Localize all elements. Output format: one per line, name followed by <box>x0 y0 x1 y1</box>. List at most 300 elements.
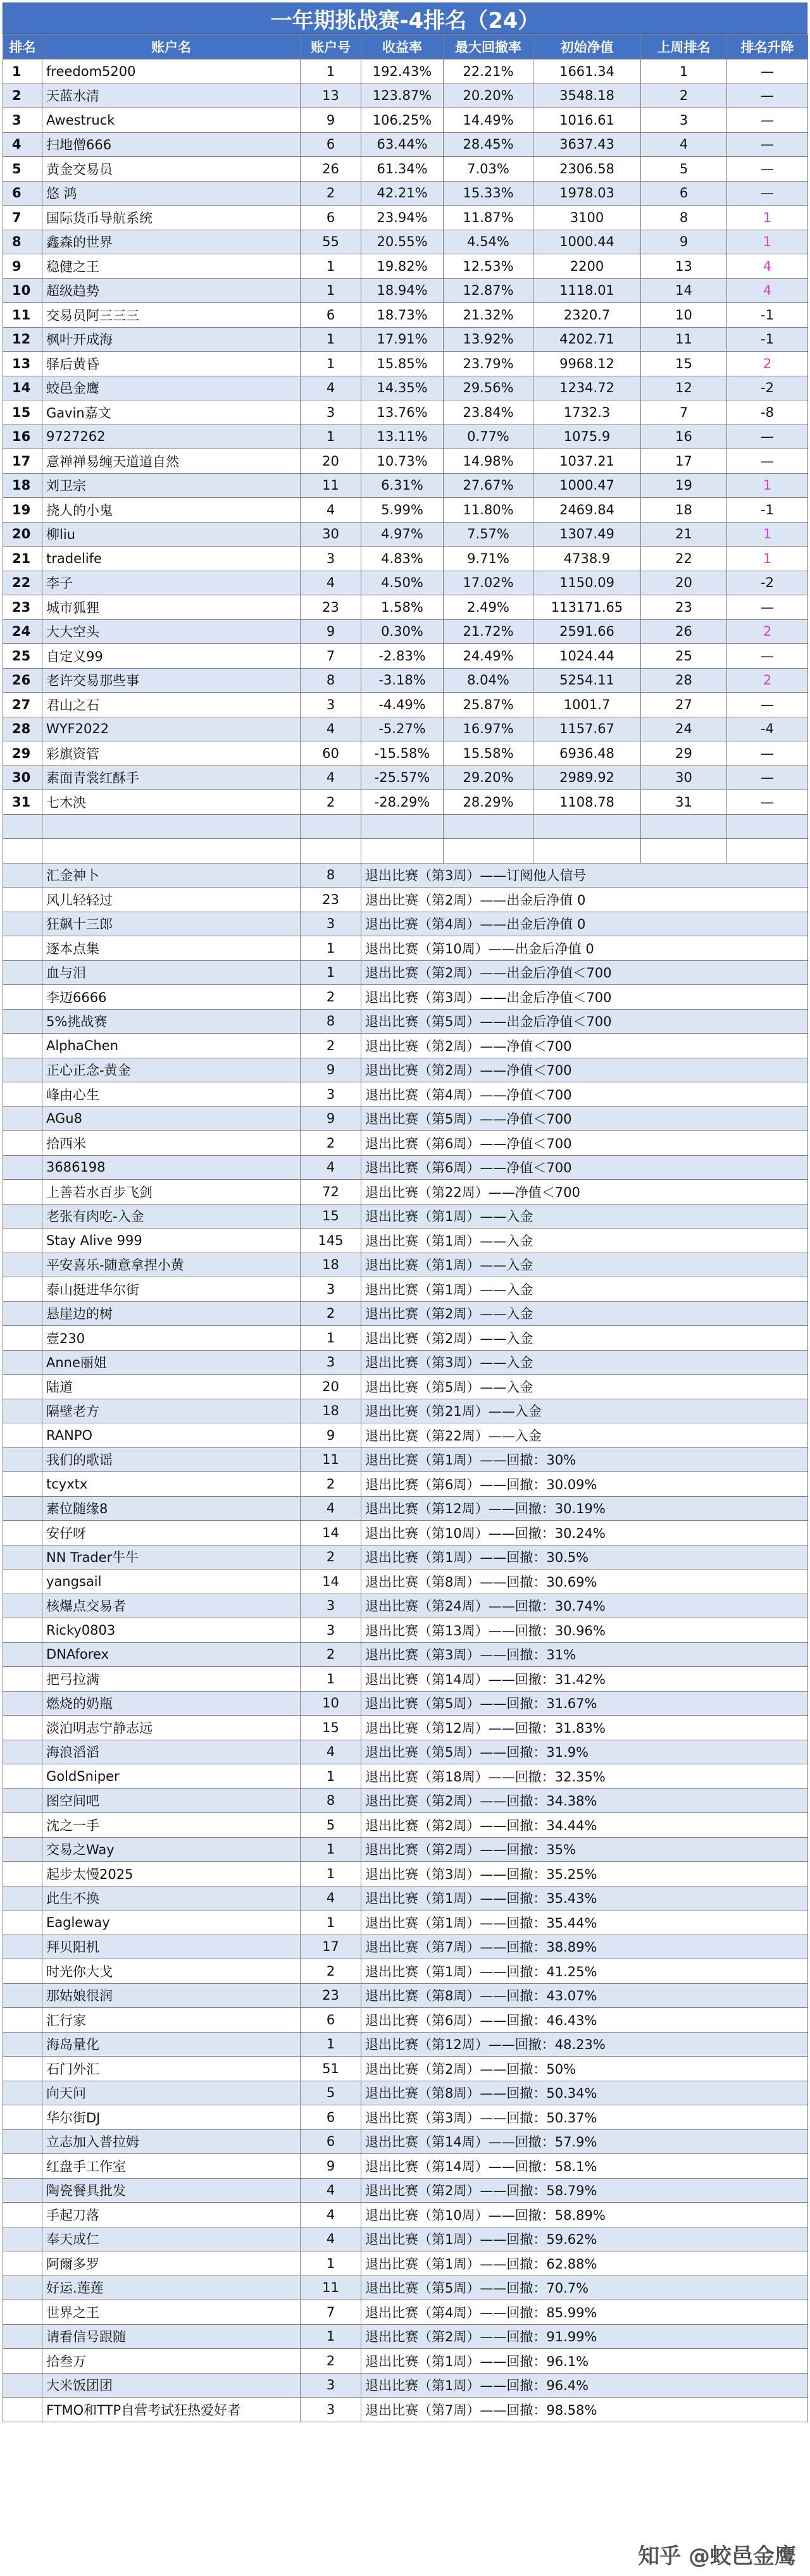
exit-blank-cell <box>3 1521 42 1545</box>
exit-account-no-cell: 11 <box>301 1447 361 1472</box>
exit-account-no-cell: 9 <box>301 1106 361 1131</box>
rank-cell: 31 <box>3 790 42 815</box>
initial-equity-cell: 2469.84 <box>533 498 641 523</box>
spacer-cell <box>301 839 361 864</box>
exit-account-name-cell: 汇行家 <box>42 2008 301 2033</box>
exit-account-name-cell: Eagleway <box>42 1910 301 1935</box>
drawdown-cell: 2.49% <box>444 595 533 620</box>
exit-reason-cell: 退出比赛（第1周）——回撤：30.5% <box>361 1545 808 1570</box>
table-row <box>3 181 808 206</box>
rank-change-cell: 1 <box>727 522 808 547</box>
return-cell: 1.58% <box>361 595 444 620</box>
drawdown-cell: 15.58% <box>444 741 533 766</box>
exit-row <box>3 888 808 912</box>
header-drawdown: 最大回撤率 <box>444 35 533 59</box>
exit-account-name-cell: 此生不换 <box>42 1886 301 1910</box>
exit-row <box>3 1837 808 1862</box>
exit-row <box>3 1180 808 1204</box>
exit-row <box>3 1910 808 1935</box>
exit-blank-cell <box>3 863 42 888</box>
exit-reason-cell: 退出比赛（第4周）——净值＜700 <box>361 1082 808 1107</box>
rank-change-cell: 4 <box>727 278 808 303</box>
rank-cell: 30 <box>3 765 42 790</box>
initial-equity-cell: 113171.65 <box>533 595 641 620</box>
last-week-rank-cell: 12 <box>641 376 727 400</box>
exit-account-no-cell: 8 <box>301 1788 361 1813</box>
exit-blank-cell <box>3 1496 42 1521</box>
exit-account-no-cell: 2 <box>301 1034 361 1058</box>
exit-account-no-cell: 4 <box>301 1886 361 1910</box>
exit-reason-cell: 退出比赛（第6周）——净值＜700 <box>361 1155 808 1180</box>
header-rank-change: 排名升降 <box>727 35 808 59</box>
exit-row <box>3 2081 808 2105</box>
exit-blank-cell <box>3 912 42 936</box>
last-week-rank-cell: 9 <box>641 230 727 254</box>
drawdown-cell: 21.32% <box>444 303 533 328</box>
exit-reason-cell: 退出比赛（第13周）——回撤：30.96% <box>361 1618 808 1643</box>
exit-account-no-cell: 23 <box>301 1983 361 2008</box>
rank-change-cell: — <box>727 741 808 766</box>
rank-change-cell: — <box>727 595 808 620</box>
rank-cell: 17 <box>3 449 42 474</box>
exit-reason-cell: 退出比赛（第1周）——回撤：96.4% <box>361 2373 808 2398</box>
rank-change-cell: — <box>727 765 808 790</box>
rank-change-cell: — <box>727 790 808 815</box>
exit-reason-cell: 退出比赛（第1周）——回撤：35.44% <box>361 1910 808 1935</box>
account-name-cell: 交易员阿三三三 <box>42 303 301 328</box>
account-no-cell: 6 <box>301 206 361 230</box>
account-name-cell: 鑫森的世界 <box>42 230 301 254</box>
exit-account-name-cell: 世界之王 <box>42 2300 301 2325</box>
exit-account-name-cell: 拜贝阳机 <box>42 1935 301 1959</box>
exit-account-name-cell: 隔壁老方 <box>42 1399 301 1423</box>
table-row <box>3 400 808 425</box>
return-cell: 17.91% <box>361 327 444 352</box>
exit-reason-cell: 退出比赛（第1周）——回撤：30% <box>361 1447 808 1472</box>
exit-account-no-cell: 20 <box>301 1375 361 1399</box>
exit-account-no-cell: 17 <box>301 1935 361 1959</box>
return-cell: -4.49% <box>361 693 444 717</box>
exit-account-name-cell: 奉天成仁 <box>42 2227 301 2251</box>
drawdown-cell: 12.53% <box>444 254 533 279</box>
exit-row <box>3 2276 808 2300</box>
table-row <box>3 693 808 717</box>
exit-row <box>3 2178 808 2203</box>
spacer-row <box>3 814 808 839</box>
exit-account-name-cell: RANPO <box>42 1423 301 1448</box>
rank-change-cell: -1 <box>727 498 808 523</box>
rank-change-cell: 1 <box>727 547 808 571</box>
exit-row <box>3 1764 808 1789</box>
account-name-cell: 刘卫宗 <box>42 473 301 498</box>
exit-account-no-cell: 9 <box>301 1423 361 1448</box>
exit-blank-cell <box>3 1326 42 1351</box>
spacer-cell <box>727 839 808 864</box>
exit-row <box>3 1740 808 1764</box>
exit-account-no-cell: 4 <box>301 1496 361 1521</box>
exit-blank-cell <box>3 1155 42 1180</box>
exit-account-no-cell: 1 <box>301 1326 361 1351</box>
spacer-cell <box>533 839 641 864</box>
table-row <box>3 84 808 108</box>
exit-row <box>3 2324 808 2349</box>
account-no-cell: 1 <box>301 327 361 352</box>
account-no-cell: 7 <box>301 644 361 669</box>
rank-change-cell: — <box>727 157 808 182</box>
exit-blank-cell <box>3 936 42 961</box>
exit-row <box>3 1326 808 1351</box>
exit-account-no-cell: 3 <box>301 1618 361 1643</box>
exit-row <box>3 1983 808 2008</box>
exit-account-name-cell: yangsail <box>42 1570 301 1594</box>
rank-cell: 9 <box>3 254 42 279</box>
initial-equity-cell: 1016.61 <box>533 108 641 133</box>
initial-equity-cell: 1000.47 <box>533 473 641 498</box>
account-no-cell: 13 <box>301 84 361 108</box>
exit-blank-cell <box>3 1910 42 1935</box>
exit-account-name-cell: tcyxtx <box>42 1472 301 1497</box>
return-cell: 14.35% <box>361 376 444 400</box>
initial-equity-cell: 2306.58 <box>533 157 641 182</box>
exit-reason-cell: 退出比赛（第1周）——回撤：59.62% <box>361 2227 808 2251</box>
last-week-rank-cell: 2 <box>641 84 727 108</box>
exit-account-name-cell: 正心正念-黄金 <box>42 1058 301 1082</box>
return-cell: 123.87% <box>361 84 444 108</box>
rank-change-cell: -1 <box>727 327 808 352</box>
rank-change-cell: — <box>727 59 808 84</box>
table-row <box>3 571 808 595</box>
exit-account-no-cell: 8 <box>301 863 361 888</box>
initial-equity-cell: 3637.43 <box>533 132 641 157</box>
exit-account-no-cell: 72 <box>301 1180 361 1204</box>
exit-blank-cell <box>3 2276 42 2300</box>
rank-change-cell: — <box>727 644 808 669</box>
exit-row <box>3 1496 808 1521</box>
exit-row <box>3 2154 808 2179</box>
exit-account-name-cell: NN Trader牛牛 <box>42 1545 301 1570</box>
rank-change-cell: — <box>727 693 808 717</box>
spacer-cell <box>42 839 301 864</box>
exit-row <box>3 1423 808 1448</box>
last-week-rank-cell: 6 <box>641 181 727 206</box>
initial-equity-cell: 1661.34 <box>533 59 641 84</box>
account-name-cell: 自定义99 <box>42 644 301 669</box>
exit-account-no-cell: 8 <box>301 1009 361 1034</box>
table-row <box>3 206 808 230</box>
table-row <box>3 717 808 741</box>
exit-row <box>3 2129 808 2154</box>
account-no-cell: 1 <box>301 424 361 449</box>
account-no-cell: 60 <box>301 741 361 766</box>
exit-account-no-cell: 3 <box>301 1082 361 1107</box>
exit-account-no-cell: 1 <box>301 1910 361 1935</box>
exit-blank-cell <box>3 2178 42 2203</box>
exit-account-no-cell: 1 <box>301 1837 361 1862</box>
exit-blank-cell <box>3 985 42 1010</box>
return-cell: -5.27% <box>361 717 444 741</box>
header-account-no: 账户号 <box>301 35 361 59</box>
exit-row <box>3 1301 808 1326</box>
account-no-cell: 4 <box>301 717 361 741</box>
account-name-cell: 稳健之王 <box>42 254 301 279</box>
initial-equity-cell: 2989.92 <box>533 765 641 790</box>
exit-blank-cell <box>3 1667 42 1692</box>
rank-cell: 23 <box>3 595 42 620</box>
last-week-rank-cell: 28 <box>641 668 727 693</box>
last-week-rank-cell: 23 <box>641 595 727 620</box>
exit-account-no-cell: 18 <box>301 1253 361 1277</box>
exit-account-no-cell: 1 <box>301 1667 361 1692</box>
exit-row <box>3 1131 808 1156</box>
exit-account-no-cell: 4 <box>301 2178 361 2203</box>
exit-account-no-cell: 11 <box>301 2276 361 2300</box>
account-no-cell: 3 <box>301 400 361 425</box>
exit-reason-cell: 退出比赛（第6周）——回撤：46.43% <box>361 2008 808 2033</box>
exit-account-no-cell: 9 <box>301 2154 361 2179</box>
exit-reason-cell: 退出比赛（第12周）——回撤：31.83% <box>361 1716 808 1740</box>
exit-row <box>3 1570 808 1594</box>
rank-cell: 18 <box>3 473 42 498</box>
last-week-rank-cell: 7 <box>641 400 727 425</box>
return-cell: -25.57% <box>361 765 444 790</box>
table-row <box>3 522 808 547</box>
last-week-rank-cell: 11 <box>641 327 727 352</box>
exit-blank-cell <box>3 2373 42 2398</box>
exit-reason-cell: 退出比赛（第1周）——回撤：62.88% <box>361 2251 808 2276</box>
table-row <box>3 327 808 352</box>
drawdown-cell: 27.67% <box>444 473 533 498</box>
exit-account-no-cell: 4 <box>301 1155 361 1180</box>
rank-change-cell: -8 <box>727 400 808 425</box>
exit-account-no-cell: 2 <box>301 985 361 1010</box>
exit-account-no-cell: 1 <box>301 1764 361 1789</box>
exit-blank-cell <box>3 2032 42 2057</box>
exit-blank-cell <box>3 1423 42 1448</box>
exit-row <box>3 1253 808 1277</box>
exit-account-name-cell: 海岛量化 <box>42 2032 301 2057</box>
exit-account-no-cell: 145 <box>301 1229 361 1253</box>
rank-change-cell: — <box>727 132 808 157</box>
exit-account-name-cell: 起步太慢2025 <box>42 1862 301 1886</box>
exit-account-no-cell: 9 <box>301 1058 361 1082</box>
drawdown-cell: 9.71% <box>444 547 533 571</box>
initial-equity-cell: 1118.01 <box>533 278 641 303</box>
exit-account-name-cell: 好运.莲莲 <box>42 2276 301 2300</box>
initial-equity-cell: 1978.03 <box>533 181 641 206</box>
exit-reason-cell: 退出比赛（第2周）——回撤：34.38% <box>361 1788 808 1813</box>
table-row <box>3 668 808 693</box>
exit-reason-cell: 退出比赛（第2周）——回撤：34.44% <box>361 1813 808 1838</box>
exit-row <box>3 1862 808 1886</box>
rank-cell: 1 <box>3 59 42 84</box>
exit-reason-cell: 退出比赛（第5周）——回撤：70.7% <box>361 2276 808 2300</box>
account-no-cell: 1 <box>301 352 361 376</box>
exit-account-no-cell: 2 <box>301 1959 361 1984</box>
exit-reason-cell: 退出比赛（第1周）——入金 <box>361 1277 808 1302</box>
account-no-cell: 55 <box>301 230 361 254</box>
table-row <box>3 108 808 133</box>
exit-reason-cell: 退出比赛（第22周）——入金 <box>361 1423 808 1448</box>
exit-reason-cell: 退出比赛（第2周）——回撤：91.99% <box>361 2324 808 2349</box>
exit-blank-cell <box>3 1837 42 1862</box>
drawdown-cell: 23.84% <box>444 400 533 425</box>
exit-account-name-cell: 逐本点集 <box>42 936 301 961</box>
header-rank: 排名 <box>3 35 42 59</box>
rank-change-cell: — <box>727 84 808 108</box>
account-no-cell: 9 <box>301 619 361 644</box>
exit-blank-cell <box>3 1106 42 1131</box>
exit-account-no-cell: 51 <box>301 2057 361 2081</box>
exit-account-name-cell: 老张有肉吃-入金 <box>42 1204 301 1229</box>
exit-blank-cell <box>3 1350 42 1375</box>
last-week-rank-cell: 5 <box>641 157 727 182</box>
account-name-cell: 天蓝水清 <box>42 84 301 108</box>
spacer-row <box>3 839 808 864</box>
account-name-cell: 老许交易那些事 <box>42 668 301 693</box>
exit-reason-cell: 退出比赛（第2周）——入金 <box>361 1301 808 1326</box>
rank-cell: 21 <box>3 547 42 571</box>
exit-blank-cell <box>3 1862 42 1886</box>
rank-change-cell: -1 <box>727 303 808 328</box>
return-cell: 192.43% <box>361 59 444 84</box>
exit-blank-cell <box>3 2398 42 2422</box>
exit-blank-cell <box>3 1788 42 1813</box>
return-cell: 42.21% <box>361 181 444 206</box>
drawdown-cell: 14.98% <box>444 449 533 474</box>
drawdown-cell: 17.02% <box>444 571 533 595</box>
exit-blank-cell <box>3 1740 42 1764</box>
account-name-cell: 国际货币导航系统 <box>42 206 301 230</box>
exit-row <box>3 2105 808 2130</box>
exit-blank-cell <box>3 1642 42 1667</box>
exit-account-no-cell: 1 <box>301 2324 361 2349</box>
table-row <box>3 547 808 571</box>
exit-account-name-cell: 壹230 <box>42 1326 301 1351</box>
exit-row <box>3 1545 808 1570</box>
rank-cell: 29 <box>3 741 42 766</box>
spacer-cell <box>3 814 42 839</box>
rank-change-cell: 2 <box>727 668 808 693</box>
account-no-cell: 8 <box>301 668 361 693</box>
sheet-title: 一年期挑战赛-4排名（24） <box>3 3 807 34</box>
exit-blank-cell <box>3 2251 42 2276</box>
exit-reason-cell: 退出比赛（第7周）——回撤：98.58% <box>361 2398 808 2422</box>
account-name-cell: 蛟邑金鹰 <box>42 376 301 400</box>
exit-account-name-cell: 阿爾多罗 <box>42 2251 301 2276</box>
exit-blank-cell <box>3 2105 42 2130</box>
exit-reason-cell: 退出比赛（第2周）——回撤：35% <box>361 1837 808 1862</box>
exit-account-no-cell: 14 <box>301 1521 361 1545</box>
return-cell: 20.55% <box>361 230 444 254</box>
rank-cell: 11 <box>3 303 42 328</box>
header-account-name: 账户名 <box>42 35 301 59</box>
exit-row <box>3 1618 808 1643</box>
exit-row <box>3 1082 808 1107</box>
exit-blank-cell <box>3 1229 42 1253</box>
account-name-cell: 素面青裳红酥手 <box>42 765 301 790</box>
account-no-cell: 6 <box>301 303 361 328</box>
drawdown-cell: 22.21% <box>444 59 533 84</box>
return-cell: 18.94% <box>361 278 444 303</box>
exit-account-name-cell: 汇金神卜 <box>42 863 301 888</box>
exit-reason-cell: 退出比赛（第12周）——回撤：48.23% <box>361 2032 808 2057</box>
exit-reason-cell: 退出比赛（第2周）——回撤：50% <box>361 2057 808 2081</box>
table-row <box>3 765 808 790</box>
exit-account-name-cell: 素位随缘8 <box>42 1496 301 1521</box>
exit-row <box>3 863 808 888</box>
exit-row <box>3 2398 808 2422</box>
exit-reason-cell: 退出比赛（第14周）——回撤：58.1% <box>361 2154 808 2179</box>
spacer-cell <box>444 839 533 864</box>
exit-account-no-cell: 18 <box>301 1399 361 1423</box>
last-week-rank-cell: 30 <box>641 765 727 790</box>
exit-reason-cell: 退出比赛（第2周）——净值＜700 <box>361 1058 808 1082</box>
exit-reason-cell: 退出比赛（第3周）——订阅他人信号 <box>361 863 808 888</box>
exit-reason-cell: 退出比赛（第5周）——回撤：31.9% <box>361 1740 808 1764</box>
exit-row <box>3 2008 808 2033</box>
initial-equity-cell: 1024.44 <box>533 644 641 669</box>
last-week-rank-cell: 20 <box>641 571 727 595</box>
exit-account-no-cell: 15 <box>301 1716 361 1740</box>
exit-account-name-cell: 核爆点交易者 <box>42 1594 301 1618</box>
exit-account-no-cell: 1 <box>301 2251 361 2276</box>
exit-reason-cell: 退出比赛（第1周）——回撤：41.25% <box>361 1959 808 1984</box>
exit-account-name-cell: 向天问 <box>42 2081 301 2105</box>
account-name-cell: 彩旗资管 <box>42 741 301 766</box>
initial-equity-cell: 6936.48 <box>533 741 641 766</box>
initial-equity-cell: 3100 <box>533 206 641 230</box>
last-week-rank-cell: 15 <box>641 352 727 376</box>
exit-account-name-cell: 淡泊明志宁静志远 <box>42 1716 301 1740</box>
exit-reason-cell: 退出比赛（第2周）——入金 <box>361 1326 808 1351</box>
exit-account-name-cell: 石门外汇 <box>42 2057 301 2081</box>
exit-account-name-cell: 泰山挺进华尔街 <box>42 1277 301 1302</box>
exit-row <box>3 2300 808 2325</box>
return-cell: 63.44% <box>361 132 444 157</box>
exit-reason-cell: 退出比赛（第3周）——回撤：31% <box>361 1642 808 1667</box>
account-name-cell: 黄金交易员 <box>42 157 301 182</box>
drawdown-cell: 29.56% <box>444 376 533 400</box>
table-row <box>3 644 808 669</box>
account-name-cell: 挠人的小鬼 <box>42 498 301 523</box>
account-no-cell: 30 <box>301 522 361 547</box>
last-week-rank-cell: 25 <box>641 644 727 669</box>
exit-blank-cell <box>3 1594 42 1618</box>
exit-account-no-cell: 2 <box>301 1545 361 1570</box>
exit-account-name-cell: 把弓拉满 <box>42 1667 301 1692</box>
exit-account-name-cell: FTMO和TTP自营考试狂热爱好者 <box>42 2398 301 2422</box>
exit-account-name-cell: Stay Alive 999 <box>42 1229 301 1253</box>
exit-account-name-cell: 交易之Way <box>42 1837 301 1862</box>
rank-cell: 25 <box>3 644 42 669</box>
exit-reason-cell: 退出比赛（第4周）——出金后净值 0 <box>361 912 808 936</box>
ranking-sheet <box>3 3 807 2422</box>
exit-account-no-cell: 7 <box>301 2300 361 2325</box>
account-no-cell: 2 <box>301 181 361 206</box>
exit-blank-cell <box>3 960 42 985</box>
exit-account-name-cell: 拾叁万 <box>42 2349 301 2374</box>
table-row <box>3 157 808 182</box>
drawdown-cell: 28.29% <box>444 790 533 815</box>
header-row <box>3 35 808 59</box>
exit-row <box>3 1155 808 1180</box>
exit-blank-cell <box>3 1716 42 1740</box>
table-row <box>3 473 808 498</box>
rank-cell: 5 <box>3 157 42 182</box>
account-name-cell: 超级趋势 <box>42 278 301 303</box>
last-week-rank-cell: 31 <box>641 790 727 815</box>
drawdown-cell: 21.72% <box>444 619 533 644</box>
